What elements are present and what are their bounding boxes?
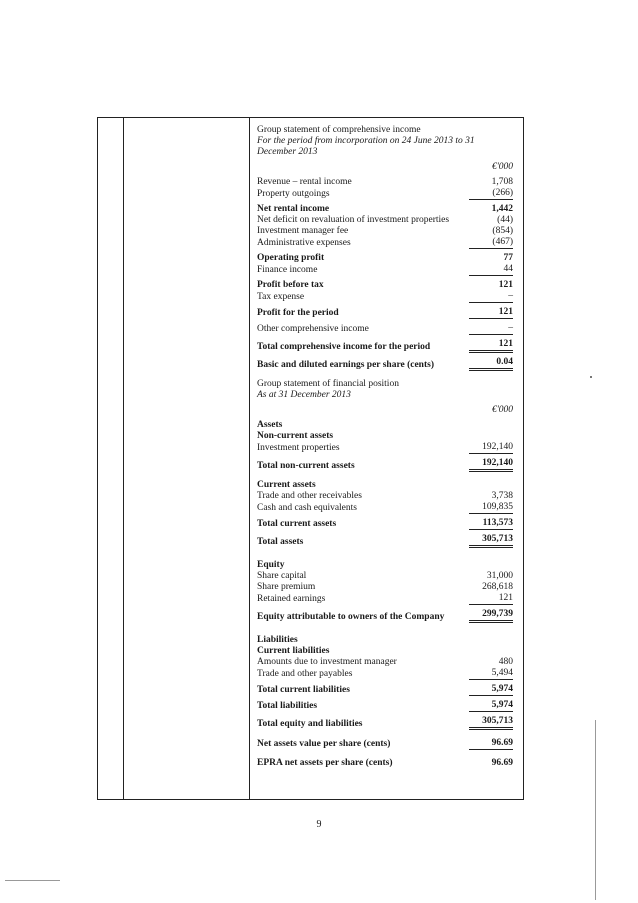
row-label: Equity attributable to owners of the Company: [257, 612, 445, 622]
table-row: [257, 738, 513, 750]
row-label: Total assets: [257, 537, 304, 547]
scan-artifact-dot: [590, 376, 592, 378]
financial-statements: [257, 125, 513, 769]
table-row: [257, 226, 513, 237]
scan-artifact-line: [595, 720, 596, 900]
row-value: (854): [492, 226, 513, 236]
frame-border-right: [523, 117, 524, 800]
table-row: [257, 518, 513, 530]
financial-position-date: As at 31 December 2013: [257, 390, 351, 400]
row-value: –: [469, 291, 513, 303]
table-row: [257, 237, 513, 249]
row-label: Current liabilities: [257, 646, 330, 656]
row-label: Total comprehensive income for the period: [257, 342, 431, 352]
row-value: 121: [469, 593, 513, 605]
row-label: Amounts due to investment manager: [257, 657, 397, 667]
table-row: [257, 593, 513, 605]
table-row: [257, 582, 513, 593]
table-row: [257, 571, 513, 582]
row-value: 77: [503, 253, 513, 263]
row-label: Total equity and liabilities: [257, 719, 363, 729]
row-value: 121: [469, 339, 513, 353]
row-value: 305,713: [469, 716, 513, 730]
row-value: 192,140: [469, 442, 513, 454]
row-label: Total non-current assets: [257, 461, 355, 471]
frame-border-left: [97, 117, 98, 800]
frame-border-top: [97, 117, 524, 118]
row-label: Share capital: [257, 571, 307, 581]
section-heading: [257, 560, 513, 571]
table-row: [257, 668, 513, 680]
frame-column-divider-1: [123, 117, 124, 800]
page-number: 9: [316, 819, 322, 830]
row-value: 96.69: [469, 738, 513, 750]
income-statement-units: €'000: [491, 162, 513, 172]
row-value: 109,835: [469, 502, 513, 514]
income-statement-title: Group statement of comprehensive income: [257, 125, 421, 135]
row-value: 44: [469, 264, 513, 276]
row-label: Finance income: [257, 265, 318, 275]
row-value: 192,140: [469, 458, 513, 472]
row-label: Net rental income: [257, 204, 330, 214]
row-label: Non-current assets: [257, 431, 334, 441]
row-value: 305,713: [469, 534, 513, 548]
row-label: Current assets: [257, 480, 316, 490]
table-row: [257, 657, 513, 668]
row-label: Investment properties: [257, 443, 340, 453]
table-row: [257, 253, 513, 264]
row-label: Net assets value per share (cents): [257, 739, 391, 749]
row-label: Other comprehensive income: [257, 324, 369, 334]
row-value: (44): [497, 215, 513, 225]
table-row: [257, 188, 513, 200]
row-label: Profit before tax: [257, 280, 324, 290]
row-value: 113,573: [469, 518, 513, 530]
row-value: 5,974: [469, 700, 513, 712]
table-row: [257, 177, 513, 188]
row-label: Total current liabilities: [257, 685, 350, 695]
row-label: Operating profit: [257, 253, 325, 263]
table-row: [257, 716, 513, 730]
financial-position-units: €'000: [491, 405, 513, 415]
row-label: Retained earnings: [257, 594, 326, 604]
row-value: 299,739: [469, 609, 513, 623]
table-row: [257, 339, 513, 353]
row-value: 121: [498, 280, 513, 290]
row-label: Equity: [257, 560, 285, 570]
row-label: Administrative expenses: [257, 238, 351, 248]
table-row: [257, 323, 513, 335]
row-value: 0.04: [469, 357, 513, 371]
row-label: Trade and other receivables: [257, 491, 362, 501]
row-label: Property outgoings: [257, 189, 330, 199]
scan-artifact-rule: [5, 880, 60, 881]
row-value: 268,618: [482, 582, 513, 592]
row-label: Investment manager fee: [257, 226, 349, 236]
row-label: Total current assets: [257, 519, 337, 529]
table-row: [257, 534, 513, 548]
row-value: 96.69: [491, 758, 513, 768]
row-label: Net deficit on revaluation of investment properties: [257, 215, 450, 225]
row-value: 5,974: [469, 684, 513, 696]
frame-border-bottom: [97, 799, 524, 800]
row-value: 3,738: [491, 491, 513, 501]
table-row: [257, 609, 513, 623]
table-row: [257, 458, 513, 472]
table-row: [257, 700, 513, 712]
table-row: [257, 758, 513, 769]
table-row: [257, 215, 513, 226]
table-row: [257, 291, 513, 303]
table-row: [257, 357, 513, 371]
row-label: Profit for the period: [257, 308, 339, 318]
row-label: Tax expense: [257, 292, 305, 302]
row-value: 121: [469, 307, 513, 319]
row-value: 480: [498, 657, 513, 667]
frame-column-divider-2: [249, 117, 250, 800]
row-label: Cash and cash equivalents: [257, 503, 357, 513]
table-row: [257, 442, 513, 454]
row-label: Liabilities: [257, 635, 298, 645]
row-value: (266): [469, 188, 513, 200]
section-heading: [257, 480, 513, 491]
row-value: 1,442: [491, 204, 513, 214]
section-heading: [257, 431, 513, 442]
row-label: Revenue – rental income: [257, 177, 352, 187]
financial-position-title: Group statement of financial position: [257, 379, 399, 389]
section-heading: [257, 646, 513, 657]
row-label: Total liabilities: [257, 701, 318, 711]
row-label: Share premium: [257, 582, 316, 592]
row-value: 1,708: [491, 177, 513, 187]
row-label: Assets: [257, 420, 283, 430]
table-row: [257, 307, 513, 319]
table-row: [257, 264, 513, 276]
row-value: 31,000: [486, 571, 513, 581]
section-heading: [257, 635, 513, 646]
table-row: [257, 491, 513, 502]
row-label: Basic and diluted earnings per share (cents): [257, 360, 434, 370]
table-row: [257, 280, 513, 291]
row-value: (467): [469, 237, 513, 249]
row-value: 5,494: [469, 668, 513, 680]
income-statement-period: For the period from incorporation on 24 June 2013 to 31 December 2013: [257, 136, 475, 157]
table-row: [257, 204, 513, 215]
table-row: [257, 502, 513, 514]
table-row: [257, 684, 513, 696]
row-label: EPRA net assets per share (cents): [257, 758, 393, 768]
row-value: –: [469, 323, 513, 335]
row-label: Trade and other payables: [257, 669, 353, 679]
section-heading: [257, 420, 513, 431]
